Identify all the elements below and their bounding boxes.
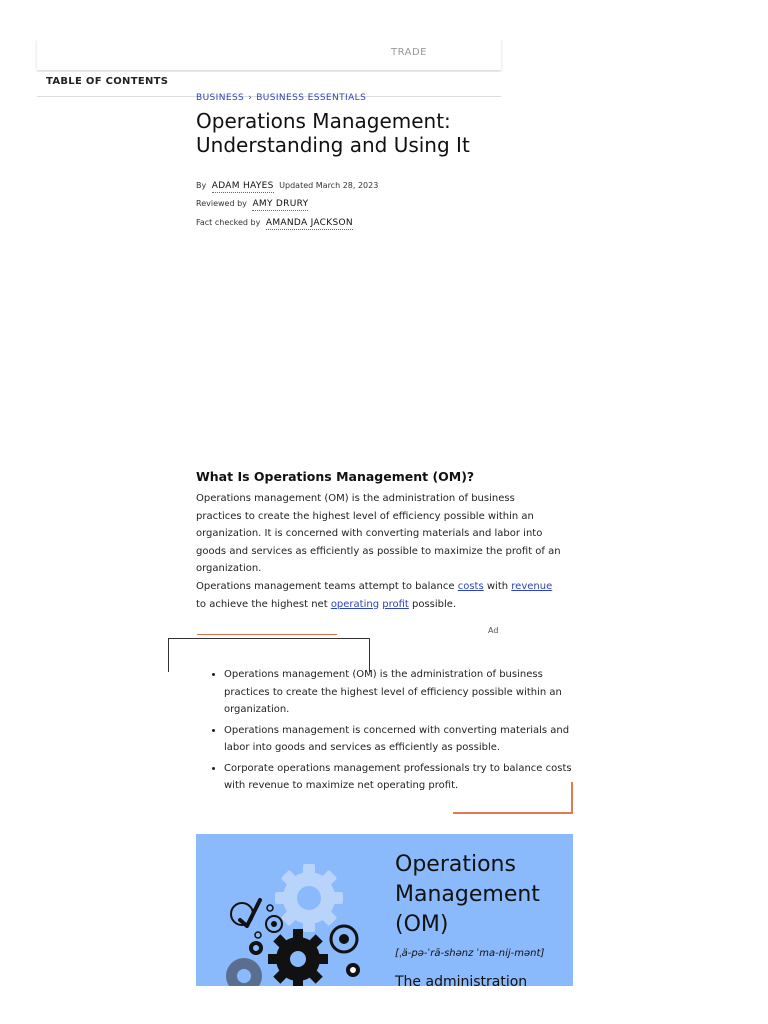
factchecker-link[interactable]: AMANDA JACKSON [265,218,353,228]
costs-link[interactable]: costs [457,581,484,592]
infographic-phonetic: [ˌä-pə-ˈrā-shənz ˈma-nij-mənt] [395,948,545,959]
para2-text: to achieve the highest net [196,598,331,610]
fact-checked-by-label: Fact checked by [196,218,261,227]
byline-factchecker [196,218,356,228]
operating-link[interactable]: operating [330,598,380,610]
breadcrumb-separator-icon: › [248,93,253,103]
reviewed-by-label: Reviewed by [196,199,247,208]
list-item: • Corporate operations management professionals try to balance costs with revenue to maximize net operating profit. [224,760,579,795]
author-link[interactable]: ADAM HAYES [211,181,274,191]
balance-paragraph [196,578,561,613]
para2-text: possible. [408,598,457,610]
revenue-link[interactable]: revenue [511,581,553,592]
intro-paragraph: Operations management (OM) is the administration of business practices to create the highest level of efficiency possible within an organization. It is concerned with converting materials and labor into goods and services as efficiently as possible to maximize the profit of an organization. [196,493,561,574]
section-heading: What Is Operations Management (OM)? [196,469,475,484]
updated-date: Updated March 28, 2023 [279,181,379,190]
infographic-definition: The administration [395,974,528,986]
top-navigation-bar [37,38,501,70]
byline-author [196,181,378,191]
list-item: • Operations management is concerned with converting materials and labor into goods and services as efficiently as possible. [224,722,579,757]
operations-management-infographic [196,834,573,986]
takeaways-border-bottom [453,812,573,814]
breadcrumb-item-business-essentials[interactable]: BUSINESS ESSENTIALS [256,93,367,103]
infographic-title [395,850,540,940]
trade-link[interactable]: TRADE [390,47,427,58]
by-label: By [196,181,207,190]
infographic-title-line: Operations [395,852,516,877]
breadcrumb [196,93,366,103]
takeaways-border-right [571,782,573,814]
ad-accent-line [197,634,337,635]
byline-reviewer [196,199,311,209]
breadcrumb-item-business[interactable]: BUSINESS [196,93,245,103]
ad-label: Ad [488,626,499,635]
reviewer-link[interactable]: AMY DRURY [252,199,309,209]
profit-link[interactable]: profit [382,598,409,610]
table-of-contents-label[interactable]: TABLE OF CONTENTS [46,76,169,87]
infographic-title-line: (OM) [395,912,449,937]
key-takeaways-list [206,666,579,798]
para2-text: Operations management teams attempt to balance [196,581,458,592]
list-item: • Operations management (OM) is the administration of business practices to create the highest level of efficiency possible within an organization. [224,666,579,719]
infographic-title-line: Management [395,882,540,907]
page-title: Operations Management: Understanding and Using It [196,109,470,157]
gears-icon [196,834,386,986]
para2-text: with [483,581,512,592]
